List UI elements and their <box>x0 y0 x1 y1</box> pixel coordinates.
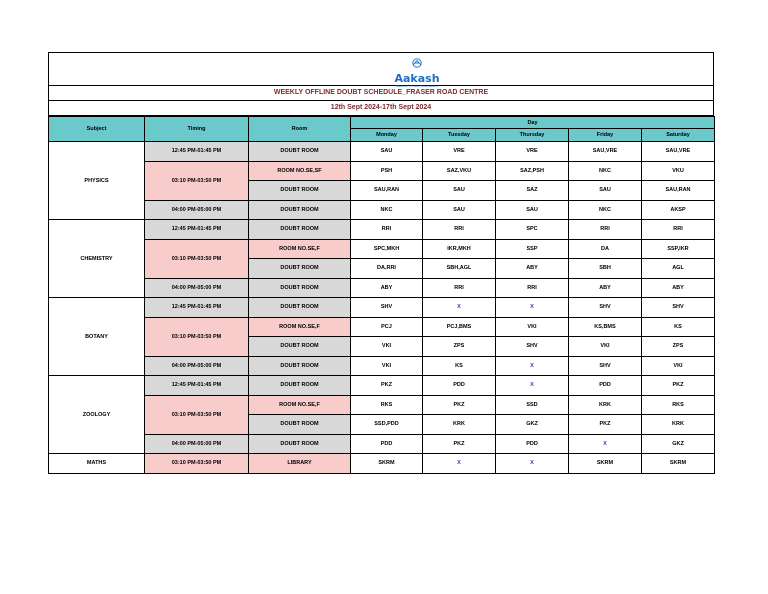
schedule-cell-tuesday: PKZ <box>423 434 496 454</box>
timing-cell: 03:10 PM-03:50 PM <box>145 239 249 278</box>
schedule-cell-tuesday: ZPS <box>423 337 496 357</box>
schedule-cell-tuesday: X <box>423 298 496 318</box>
schedule-cell-saturday: SAU,RAN <box>642 181 715 201</box>
room-cell: DOUBT ROOM <box>249 298 351 318</box>
schedule-cell-friday: X <box>569 434 642 454</box>
schedule-cell-monday: VKI <box>351 337 423 357</box>
room-cell: DOUBT ROOM <box>249 259 351 279</box>
schedule-cell-monday: PSH <box>351 161 423 181</box>
subject-header: Subject <box>49 117 145 142</box>
timing-cell: 03:10 PM-03:50 PM <box>145 454 249 474</box>
schedule-cell-saturday: RRI <box>642 220 715 240</box>
schedule-table <box>48 116 715 474</box>
schedule-cell-monday: SAU,RAN <box>351 181 423 201</box>
schedule-cell-monday: NKC <box>351 200 423 220</box>
logo-word: Aakash <box>394 72 440 85</box>
timing-cell: 04:00 PM-05:00 PM <box>145 434 249 454</box>
schedule-cell-saturday: KRK <box>642 415 715 435</box>
day-header: Day <box>351 117 715 129</box>
subject-cell: ZOOLOGY <box>49 376 145 454</box>
schedule-cell-friday: DA <box>569 239 642 259</box>
schedule-cell-tuesday: IKR,MKH <box>423 239 496 259</box>
schedule-cell-tuesday: VRE <box>423 142 496 162</box>
schedule-cell-friday: SHV <box>569 356 642 376</box>
schedule-cell-tuesday: SBH,AGL <box>423 259 496 279</box>
timing-cell: 03:10 PM-03:50 PM <box>145 317 249 356</box>
timing-cell: 04:00 PM-05:00 PM <box>145 200 249 220</box>
schedule-cell-saturday: GKZ <box>642 434 715 454</box>
room-cell: ROOM NO.SE,F <box>249 317 351 337</box>
table-row <box>49 356 715 376</box>
schedule-cell-thursday: ABY <box>496 259 569 279</box>
schedule-cell-thursday: SSP <box>496 239 569 259</box>
schedule-cell-friday: SKRM <box>569 454 642 474</box>
room-cell: DOUBT ROOM <box>249 434 351 454</box>
timing-cell: 04:00 PM-05:00 PM <box>145 278 249 298</box>
schedule-cell-tuesday: X <box>423 454 496 474</box>
timing-cell: 04:00 PM-05:00 PM <box>145 356 249 376</box>
schedule-cell-tuesday: KRK <box>423 415 496 435</box>
schedule-cell-tuesday: PKZ <box>423 395 496 415</box>
room-cell: DOUBT ROOM <box>249 337 351 357</box>
schedule-cell-thursday: PDD <box>496 434 569 454</box>
room-cell: DOUBT ROOM <box>249 356 351 376</box>
room-cell: DOUBT ROOM <box>249 200 351 220</box>
schedule-cell-monday: SPC,MKH <box>351 239 423 259</box>
day-header-saturday: Saturday <box>642 129 715 142</box>
schedule-cell-saturday: AKSP <box>642 200 715 220</box>
schedule-cell-thursday: SPC <box>496 220 569 240</box>
schedule-cell-monday: PKZ <box>351 376 423 396</box>
schedule-cell-saturday: VKU <box>642 161 715 181</box>
schedule-cell-thursday: SHV <box>496 337 569 357</box>
timing-cell: 03:10 PM-03:50 PM <box>145 395 249 434</box>
day-header-monday: Monday <box>351 129 423 142</box>
table-row <box>49 142 715 162</box>
room-cell: DOUBT ROOM <box>249 376 351 396</box>
schedule-cell-tuesday: RRI <box>423 220 496 240</box>
schedule-cell-saturday: SSP,IKR <box>642 239 715 259</box>
schedule-cell-friday: SHV <box>569 298 642 318</box>
schedule-cell-friday: SAU,VRE <box>569 142 642 162</box>
schedule-cell-friday: ABY <box>569 278 642 298</box>
day-header-tuesday: Tuesday <box>423 129 496 142</box>
aakash-logo-icon <box>410 58 424 68</box>
logo-row <box>48 52 714 86</box>
subject-cell: PHYSICS <box>49 142 145 220</box>
table-row <box>49 317 715 337</box>
schedule-cell-thursday: SSD <box>496 395 569 415</box>
schedule-cell-friday: PKZ <box>569 415 642 435</box>
logo-subtitle: Medical | IIT-JEE | Foundations <box>396 84 438 88</box>
schedule-cell-saturday: ABY <box>642 278 715 298</box>
schedule-cell-monday: VKI <box>351 356 423 376</box>
day-header-thursday: Thursday <box>496 129 569 142</box>
schedule-cell-monday: SSD,PDD <box>351 415 423 435</box>
table-row <box>49 434 715 454</box>
room-cell: LIBRARY <box>249 454 351 474</box>
schedule-cell-friday: KS,BMS <box>569 317 642 337</box>
schedule-cell-tuesday: SAZ,VKU <box>423 161 496 181</box>
schedule-cell-friday: VKI <box>569 337 642 357</box>
schedule-cell-saturday: SKRM <box>642 454 715 474</box>
aakash-logo <box>392 55 442 88</box>
schedule-cell-friday: NKC <box>569 200 642 220</box>
schedule-cell-saturday: VKI <box>642 356 715 376</box>
table-row <box>49 220 715 240</box>
schedule-cell-saturday: SHV <box>642 298 715 318</box>
table-row <box>49 376 715 396</box>
table-row <box>49 239 715 259</box>
schedule-cell-friday: NKC <box>569 161 642 181</box>
room-cell: ROOM NO.SE,F <box>249 395 351 415</box>
room-cell: DOUBT ROOM <box>249 278 351 298</box>
schedule-cell-thursday: RRI <box>496 278 569 298</box>
schedule-cell-tuesday: PDD <box>423 376 496 396</box>
schedule-cell-monday: RRI <box>351 220 423 240</box>
schedule-cell-thursday: VKI <box>496 317 569 337</box>
header-row-top <box>49 117 715 129</box>
schedule-cell-thursday: VRE <box>496 142 569 162</box>
room-cell: ROOM NO.SE,F <box>249 239 351 259</box>
schedule-cell-tuesday: PCJ,BMS <box>423 317 496 337</box>
schedule-cell-monday: SAU <box>351 142 423 162</box>
date-range: 12th Sept 2024-17th Sept 2024 <box>48 101 714 116</box>
schedule-cell-thursday: SAU <box>496 200 569 220</box>
timing-cell: 12:45 PM-01:45 PM <box>145 142 249 162</box>
schedule-cell-friday: KRK <box>569 395 642 415</box>
schedule-cell-thursday: X <box>496 356 569 376</box>
schedule-cell-thursday: GKZ <box>496 415 569 435</box>
table-row <box>49 278 715 298</box>
schedule-cell-monday: SKRM <box>351 454 423 474</box>
room-cell: DOUBT ROOM <box>249 142 351 162</box>
room-cell: DOUBT ROOM <box>249 181 351 201</box>
timing-cell: 12:45 PM-01:45 PM <box>145 298 249 318</box>
room-header: Room <box>249 117 351 142</box>
schedule-cell-monday: RKS <box>351 395 423 415</box>
schedule-cell-monday: PDD <box>351 434 423 454</box>
timing-cell: 12:45 PM-01:45 PM <box>145 376 249 396</box>
schedule-cell-tuesday: RRI <box>423 278 496 298</box>
timing-header: Timing <box>145 117 249 142</box>
schedule-cell-thursday: X <box>496 454 569 474</box>
schedule-cell-tuesday: KS <box>423 356 496 376</box>
table-row <box>49 200 715 220</box>
day-header-friday: Friday <box>569 129 642 142</box>
timing-cell: 12:45 PM-01:45 PM <box>145 220 249 240</box>
schedule-title: WEEKLY OFFLINE DOUBT SCHEDULE_FRASER ROAD CENTRE <box>48 86 714 101</box>
table-row <box>49 298 715 318</box>
timing-cell: 03:10 PM-03:50 PM <box>145 161 249 200</box>
schedule-cell-monday: PCJ <box>351 317 423 337</box>
table-row <box>49 454 715 474</box>
schedule-cell-friday: SBH <box>569 259 642 279</box>
schedule-cell-monday: DA,RRI <box>351 259 423 279</box>
schedule-cell-thursday: SAZ,PSH <box>496 161 569 181</box>
schedule-cell-monday: SHV <box>351 298 423 318</box>
schedule-cell-saturday: RKS <box>642 395 715 415</box>
schedule-cell-saturday: KS <box>642 317 715 337</box>
schedule-cell-saturday: AGL <box>642 259 715 279</box>
schedule-cell-saturday: SAU,VRE <box>642 142 715 162</box>
room-cell: DOUBT ROOM <box>249 415 351 435</box>
schedule-cell-thursday: SAZ <box>496 181 569 201</box>
schedule-cell-saturday: ZPS <box>642 337 715 357</box>
schedule-cell-thursday: X <box>496 376 569 396</box>
schedule-cell-thursday: X <box>496 298 569 318</box>
table-row <box>49 161 715 181</box>
subject-cell: CHEMISTRY <box>49 220 145 298</box>
schedule-cell-tuesday: SAU <box>423 181 496 201</box>
subject-cell: BOTANY <box>49 298 145 376</box>
subject-cell: MATHS <box>49 454 145 474</box>
schedule-cell-friday: RRI <box>569 220 642 240</box>
table-row <box>49 395 715 415</box>
schedule-sheet <box>48 52 714 474</box>
schedule-cell-saturday: PKZ <box>642 376 715 396</box>
room-cell: DOUBT ROOM <box>249 220 351 240</box>
schedule-cell-friday: PDD <box>569 376 642 396</box>
room-cell: ROOM NO.SE,SF <box>249 161 351 181</box>
schedule-cell-tuesday: SAU <box>423 200 496 220</box>
schedule-cell-friday: SAU <box>569 181 642 201</box>
schedule-cell-monday: ABY <box>351 278 423 298</box>
